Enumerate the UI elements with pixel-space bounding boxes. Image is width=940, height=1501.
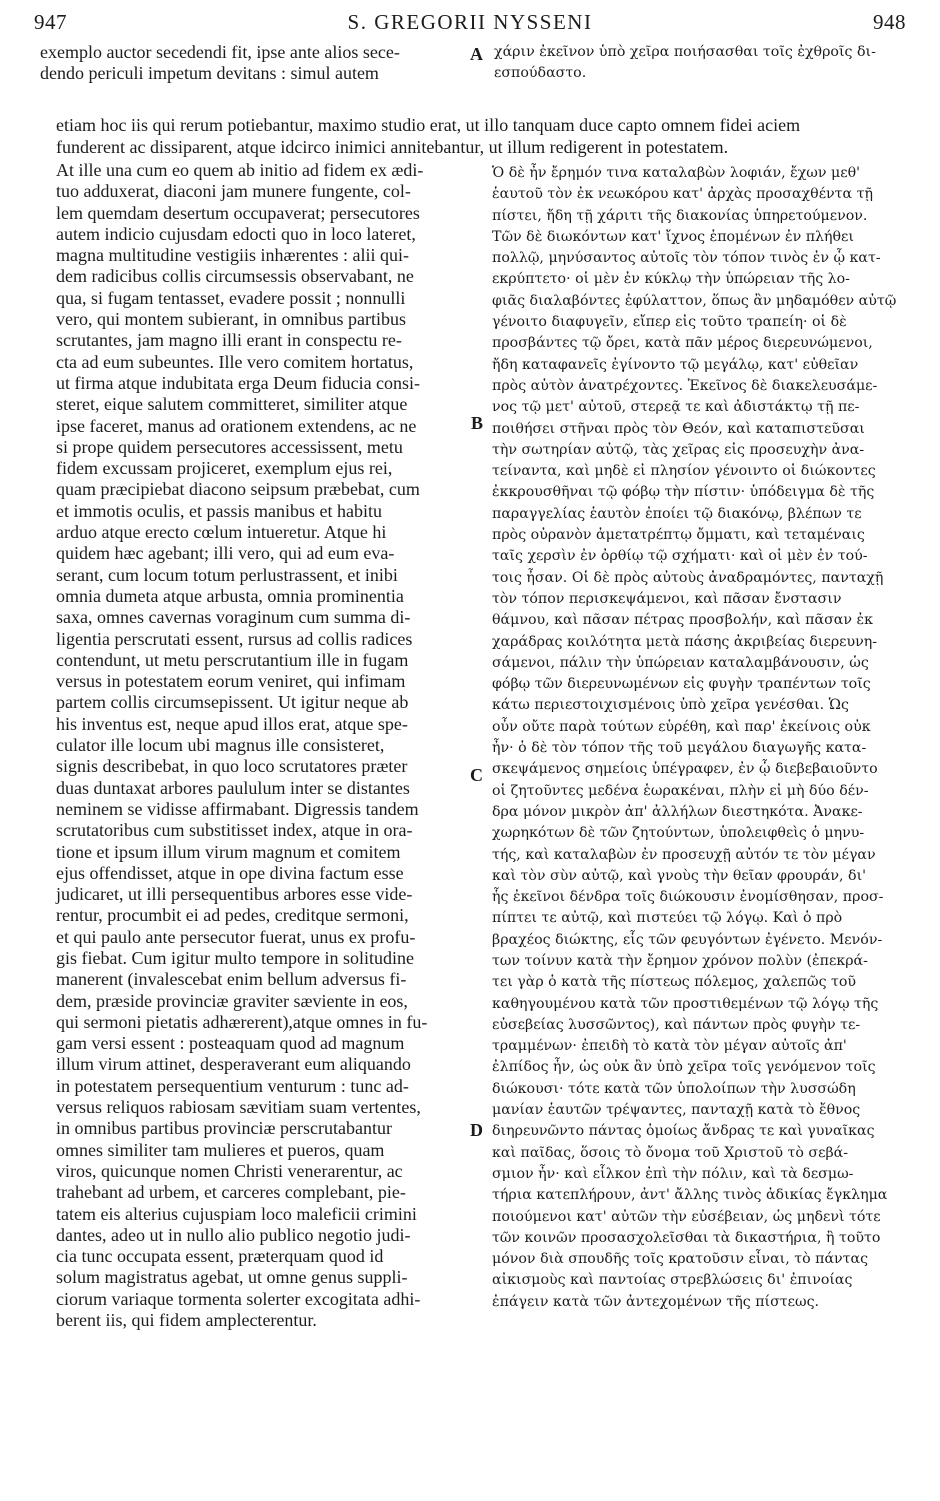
latin-line: autem indicio cujusdam edocti quo in loco lateret,: [56, 223, 416, 244]
latin-line: ciorum variaque tormenta solerter excogitata adhi-: [56, 1288, 421, 1309]
latin-column: [56, 160, 466, 1331]
greek-line: ἑαυτοῦ τὸν ἐκ νεωκόρου κατ' ἀρχὰς προσαχθέντα τῇ: [492, 186, 873, 203]
latin-line: viros, quicunque nomen Christi venerarentur, ac: [56, 1160, 403, 1181]
latin-line: saxa, omnes cavernas voraginum cum summa di-: [56, 607, 411, 628]
latin-line: serant, cum locum totum perlustrassent, et inibi: [56, 564, 398, 585]
latin-line: rentur, procumbit ei ad pedes, creditque sermoni,: [56, 905, 409, 926]
full-width-latin-lines: [56, 114, 906, 158]
greek-line: κάτω περιεστοιχισμένοις ὑπὸ χεῖρα γενέσθαι. Ὡς: [492, 697, 849, 714]
latin-line: steret, eique salutem committeret, similiter atque: [56, 394, 408, 415]
greek-line: ἐπάγειν κατὰ τῶν ἀντεχομένων τῆς πίστεως.: [492, 1293, 820, 1310]
greek-line: διηρευνῶντο πάντας ὁμοίως ἄνδρας τε καὶ γυναῖκας: [492, 1123, 875, 1140]
greek-line: τήρια κατεπλήρουν, ἀντ' ἄλλης τινὸς ἀδικίας ἔγκλημα: [492, 1187, 888, 1204]
greek-line: οἱ ζητοῦντες μεδένα ἑωρακέναι, πλὴν εἰ μὴ δύο δέν-: [492, 782, 869, 799]
greek-line: τὸν τόπον περισκεψάμενοι, καὶ πᾶσαν ἔνστασιν: [492, 590, 842, 607]
latin-line: lem quemdam desertum occupaverat; persecutores: [56, 202, 420, 223]
latin-line: At ille una cum eo quem ab initio ad fidem ex ædi-: [56, 160, 424, 180]
latin-line: scrutatoribus cum substitisset index, atque in ora-: [56, 820, 413, 841]
latin-line: gam versi essent : posteaquam quod ad magnum: [56, 1033, 405, 1054]
latin-line: arduo atque erecto cœlum intueretur. Atque hi: [56, 522, 387, 543]
latin-line: duas duntaxat arbores paululum inter se distantes: [56, 777, 410, 798]
latin-line: quidem hæc agebant; illi vero, qui ad eum eva-: [56, 543, 395, 564]
greek-line: τοις ἦσαν. Οἱ δὲ πρὸς αὐτοὺς ἀναδραμόντες, πανταχῇ: [492, 569, 884, 586]
latin-line: neminem se vidisse affirmabant. Digressis tandem: [56, 798, 419, 819]
latin-line: trahebant ad urbem, et carceres complebant, pie-: [56, 1182, 406, 1203]
latin-line: tione et ipsum illum virum magnum et comitem: [56, 841, 401, 862]
greek-line: χωρηκότων δὲ τῶν ζητούντων, ὑπολειφθεὶς ὁ μηνυ-: [492, 825, 865, 842]
latin-line: manerent (invalescebat enim bellum adversus fi-: [56, 969, 407, 990]
latin-line: contendunt, ut metu perscrutantium ille in fugam: [56, 649, 409, 670]
greek-line: νος τῷ μετ' αὐτοῦ, στερεᾷ τε καὶ ἀδιστάκτῳ τῇ πε-: [492, 399, 860, 416]
top-latin-lines: [40, 42, 460, 85]
margin-letter-a: A: [470, 44, 483, 64]
greek-line: πολλῷ, μηνύσαντος αὐτοῖς τὸν τόπον τινὸς ἐν ᾧ κατ-: [492, 250, 881, 267]
greek-line: τει γὰρ ὁ κατὰ τῆς πίστεως πόλεμος, χαλεπῶς τοῦ: [492, 974, 857, 991]
greek-line: εὐσεβείας λυσσῶντος), καὶ πάντων πρὸς φυγὴν τε-: [492, 1016, 861, 1033]
latin-line: omnia dumeta atque arbusta, omnia prominentia: [56, 585, 404, 606]
latin-line: cta ad eum subeuntes. Ille vero comitem hortatus,: [56, 351, 414, 372]
greek-line: πίστει, ἤδη τῇ χάριτι τῆς διακονίας ὑπηρετούμενον.: [492, 207, 868, 224]
latin-line: signis describebat, in quo loco scrutatores præter: [56, 756, 408, 777]
latin-line: et immotis oculis, et passis manibus et habitu: [56, 500, 382, 521]
latin-line: tatem eis alterius cujuspiam loco maleficii crimini: [56, 1203, 417, 1224]
latin-line: judicaret, ut illi persequentibus arbores esse vide-: [56, 884, 413, 905]
greek-line: ἐκκρουσθῆναι τῷ φόβῳ τὴν πίστιν· ὑπόδειγμα δὲ τῆς: [492, 484, 875, 501]
latin-line: scrutantes, jam magno illi erant in conspectu re-: [56, 330, 402, 351]
greek-line: μόνον διὰ σπουδῆς τοῖς κρατοῦσιν εἶναι, τὸ πάντας: [492, 1251, 869, 1268]
latin-line: ligentia perscrutati essent, rursus ad collis radices: [56, 628, 413, 649]
greek-line: θάμνου, καὶ πᾶσαν πέτρας προσβολήν, καὶ πᾶσαν ἐκ: [492, 612, 873, 629]
greek-line: πίπτει τε αὐτῷ, καὶ πιστεύει τῷ λόγῳ. Καὶ ὁ πρὸ: [492, 910, 843, 927]
latin-line: etiam hoc iis qui rerum potiebantur, maximo studio erat, ut illo tanquam duce capto omnem fidei aciem: [56, 115, 801, 135]
greek-line: σκεψάμενος σημείοις ὑπέγραφεν, ἐν ᾧ διεβεβαιοῦντο: [492, 761, 878, 778]
greek-line: πρὸς αὐτὸν ἀνατρέχοντες. Ἐκεῖνος δὲ διακελευσάμε-: [492, 377, 878, 394]
greek-line: εσπούδαστο.: [494, 65, 587, 82]
running-title: S. GREGORII NYSSENI: [347, 10, 593, 34]
greek-line: ποιούμενοι κατ' αὐτῶν τὴν εὐσέβειαν, ὡς μηδενὶ τότε: [492, 1208, 881, 1225]
latin-line: et qui paulo ante persecutor fuerat, unus ex profu-: [56, 926, 416, 947]
greek-line: δρα μόνον μικρὸν ἀπ' ἀλλήλων διεστηκότα. Ἀνακε-: [492, 803, 863, 820]
latin-line: qui sermoni pietatis adhærerent),atque omnes in fu-: [56, 1011, 428, 1032]
greek-line: τὴν σωτηρίαν αὐτῷ, τὰς χεῖρας εἰς προσευχὴν ἀνα-: [492, 441, 865, 458]
latin-line: in omnibus partibus provinciæ perscrutabantur: [56, 1118, 392, 1139]
margin-letter-c: C: [470, 765, 483, 785]
latin-line: fidem excussam projiceret, exemplum ejus rei,: [56, 458, 393, 479]
greek-line: καθηγουμένου κατὰ τῶν προστιθεμένων τῷ λόγῳ τῆς: [492, 995, 879, 1012]
latin-line: versus reliquos rabiosam sævitiam suam vertentes,: [56, 1097, 421, 1118]
greek-line: φιᾶς διαλαβόντες ἐφύλαττον, ὅπως ἂν μηδαμόθεν αὐτῷ: [492, 292, 897, 309]
latin-line: qua, si fugam tentasset, evadere possit ; nonnulli: [56, 287, 406, 308]
greek-line: των τοίνυν κατὰ τὴν ἔρημον χρόνον πολὺν (ἐπεκρά-: [492, 952, 868, 969]
latin-line: in potestatem persequentium venturum : tunc ad-: [56, 1075, 409, 1096]
greek-line: χάριν ἐκεῖνον ὑπὸ χεῖρα ποιήσασθαι τοῖς ἐχθροῖς δι-: [494, 44, 876, 60]
greek-line: ἧς ἐκεῖνοι δένδρα τοῖς διώκουσιν ἐνομίσθησαν, προσ-: [492, 889, 884, 906]
latin-line: funderent ac dissiparent, atque idcirco inimici annitebantur, ut illum redigerent in potestatem.: [56, 137, 729, 157]
running-header: [34, 10, 906, 38]
latin-line: magna multitudine vestigiis inhærentes : alii qui-: [56, 245, 409, 266]
latin-line: dem, præside provinciæ graviter sæviente in eos,: [56, 990, 408, 1011]
greek-line: Τῶν δὲ διωκόντων κατ' ἴχνος ἑπομένων ἐν πλήθει: [492, 228, 854, 245]
greek-line: διώκουσι· τότε κατὰ τῶν ὑπολοίπων τὴν λυσσώδη: [492, 1080, 856, 1097]
greek-line: γένοιτο διαφυγεῖν, εἴπερ εἰς τοῦτο τραπείη· οἱ δὲ: [492, 314, 847, 331]
greek-line: ἤδη καταφανεῖς ἐγίνοντο τῷ μεγάλῳ, κατ' εὐθεῖαν: [492, 356, 859, 373]
greek-line: ἦν· ὁ δὲ τὸν τόπον τῆς τοῦ μεγάλου διαγωγῆς κατα-: [492, 740, 867, 757]
latin-line: si prope quidem persecutores accessissent, metu: [56, 436, 403, 457]
latin-line: solum magistratus agebat, ut omne genus suppli-: [56, 1267, 408, 1288]
greek-line: ποιθήσει στῆναι πρὸς τὸν Θεόν, καὶ καταπιστεῦσαι: [492, 420, 865, 437]
latin-line: dendo periculi impetum devitans : simul autem: [40, 63, 379, 84]
greek-line: σμιον ἦν· καὶ εἷλκον ἐπὶ τὴν πόλιν, καὶ τὰ δεσμω-: [492, 1165, 854, 1182]
greek-line: αἰκισμοὺς καὶ παντοίας στρεβλώσεις δι' ἐπινοίας: [492, 1272, 853, 1289]
greek-line: προσβάντες τῷ ὄρει, κατὰ πᾶν μέρος διερευνώμενοι,: [492, 335, 873, 352]
latin-line: omnes similiter tam mulieres et pueros, quam: [56, 1139, 385, 1160]
latin-line: his inventus est, neque apud illos erat, atque spe-: [56, 713, 408, 734]
greek-line: Ὁ δὲ ἦν ἔρημόν τινα καταλαβὼν λοφιάν, ἔχων μεθ': [492, 165, 861, 181]
greek-line: καὶ τὸν σὺν αὐτῷ, καὶ γνοὺς τὴν θεῖαν φρουράν, δι': [492, 867, 867, 884]
greek-column: [492, 163, 918, 1313]
latin-line: ut firma atque indubitata erga Deum fiducia consi-: [56, 372, 421, 393]
latin-line: quam præcipiebat diacono seipsum præbebat, cum: [56, 479, 420, 500]
latin-line: tuo adduxerat, diaconi jam munere fungente, col-: [56, 181, 411, 202]
greek-line: μανίαν ἑαυτῶν τρέψαντες, πανταχῇ κατὰ τὸ ἔθνος: [492, 1102, 861, 1119]
greek-line: ἐλπίδος ἦν, ὡς οὐκ ἂν ὑπὸ χεῖρα τοῖς γενόμενον τοῖς: [492, 1059, 876, 1076]
latin-line: ejus offendisset, atque in ope divina factum esse: [56, 862, 404, 883]
top-greek-lines: [494, 42, 914, 85]
greek-line: χαράδρας κοιλότητα μετὰ πάσης ἀκριβείας διερευνη-: [492, 633, 878, 650]
latin-line: dantes, adeo ut in nullo alio publico negotio judi-: [56, 1224, 411, 1245]
greek-line: τραμμένων· ἐπειδὴ τὸ κατὰ τὸν μέγαν αὐτοῖς ἀπ': [492, 1038, 847, 1055]
greek-line: τῶν κοινῶν προσασχολεῖσθαι τὰ δικαστήρια, ἢ τοῦτο: [492, 1229, 881, 1246]
greek-line: βραχέος διώκτης, εἷς τῶν φευγόντων ἐγένετο. Μενόν-: [492, 931, 883, 948]
margin-letter-b: B: [471, 413, 484, 433]
greek-line: σάμενοι, πάλιν τὴν ὑπώρειαν καταλαμβάνουσιν, ὡς: [492, 654, 869, 671]
greek-line: παραγγελίας ἑαυτὸν ἐποίει τῷ διακόνῳ, βλέπων τε: [492, 505, 862, 522]
greek-line: ταῖς χερσὶν ἐν ὀρθίῳ τῷ σχήματι· καὶ οἱ μὲν ἐν τού-: [492, 548, 868, 565]
latin-line: dem radicibus collis circumsessis observabant, ne: [56, 266, 414, 287]
page-number-right: 948: [873, 10, 906, 34]
latin-line: gis fiebat. Cum igitur multo tempore in solitudine: [56, 947, 414, 968]
greek-line: φόβῳ τῶν διερευνωμένων εἰς φυγὴν τραπέντων τοῖς: [492, 676, 871, 693]
latin-line: culator ille locum ubi magnus ille consisteret,: [56, 735, 385, 756]
latin-line: berent iis, qui fidem amplecterentur.: [56, 1310, 317, 1331]
greek-line: τείναντα, καὶ μηδὲ εἰ πλησίον γένοιντο οἱ διώκοντες: [492, 463, 876, 480]
latin-line: cia tunc occupata essent, præterquam quod id: [56, 1246, 384, 1267]
page-number-left: 947: [34, 10, 67, 34]
latin-line: versus in potestatem eorum veniret, qui infimam: [56, 671, 406, 692]
greek-line: πρὸς οὐρανὸν ἀμετατρέπτῳ ὄμματι, καὶ τεταμέναις: [492, 527, 865, 544]
greek-line: εκρύπτετο· οἱ μὲν ἐν κύκλῳ τὴν ὑπώρειαν τῆς λο-: [492, 271, 850, 288]
latin-line: ipse faceret, manus ad orationem extendens, ac ne: [56, 415, 417, 436]
greek-line: οὖν οὔτε παρὰ τούτων εὑρέθη, καὶ παρ' ἐκείνοις οὐκ: [492, 718, 871, 735]
margin-letter-d: D: [470, 1120, 483, 1140]
latin-line: exemplo auctor secedendi fit, ipse ante alios sece-: [40, 42, 400, 62]
greek-line: τής, καὶ καταλαβὼν ἐν προσευχῇ αὐτόν τε τὸν μέγαν: [492, 846, 876, 863]
latin-line: vero, qui montem subierant, in omnibus partibus: [56, 309, 406, 330]
latin-line: partem collis circumsepissent. Ut igitur neque ab: [56, 692, 409, 713]
latin-line: illum virum attinet, desperaverant eum aliquando: [56, 1054, 411, 1075]
greek-line: καὶ παῖδας, ὅσοις τὸ ὄνομα τοῦ Χριστοῦ τὸ σεβά-: [492, 1144, 849, 1161]
